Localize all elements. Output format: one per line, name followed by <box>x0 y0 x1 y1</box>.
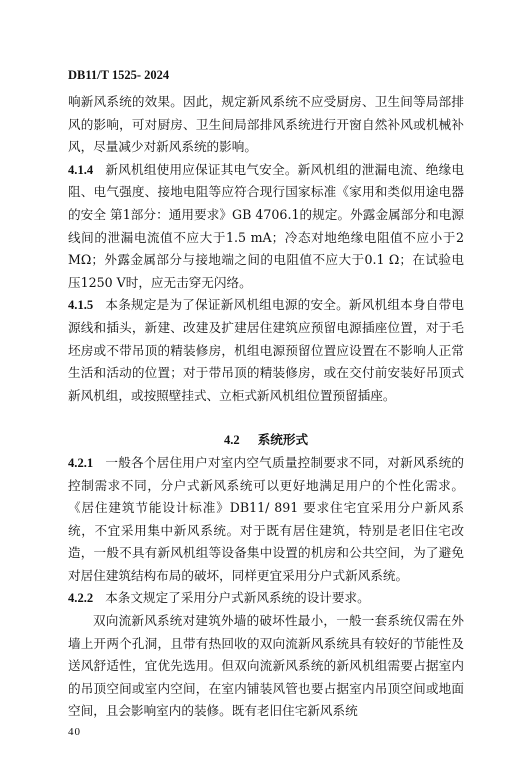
clause-4-1-5 <box>68 294 464 407</box>
clause-4-2-2 <box>68 587 464 610</box>
clause-number: 4.1.5 <box>68 298 94 313</box>
paragraph-bidirectional-flow: 双向流新风系统对建筑外墙的破坏性最小，一般一套系统仅需在外墙上开两个孔洞，且带有热回收的双向流新风系统具有较好的节能性及送风舒适性，宜优先选用。但双向流新风系统的新风机组需要占据室内的吊顶空间或室内空间，在室内铺装风管也要占据室内吊顶空间或地面空间，且会影响室内的装修。既有老旧住宅新风系统 <box>68 613 464 719</box>
paragraph-continuation: 响新风系统的效果。因此，规定新风系统不应受厨房、卫生间等局部排风的影响，可对厨房、卫生间局部排风系统进行开窗自然补风或机械补风，尽量减少对新风系统的影响。 <box>68 94 464 155</box>
clause-4-2-1 <box>68 452 464 588</box>
clause-number: 4.1.4 <box>68 162 94 177</box>
clause-4-1-4 <box>68 159 464 295</box>
clause-number: 4.2.2 <box>68 591 94 606</box>
document-body <box>68 91 464 723</box>
clause-number: 4.2.1 <box>68 455 94 470</box>
page-number: 40 <box>68 726 81 738</box>
section-title: 系统形式 <box>257 432 309 448</box>
section-heading <box>68 429 464 452</box>
clause-text: 一般各个居住用户对室内空气质量控制要求不同，对新风系统的控制需求不同，分户式新风系统可以更好地满足用户的个性化需求。《居住建筑节能设计标准》DB11/ 891 要求住宅宜采用分户新风系统，不宜采用集中新风系统。对于既有居住建筑，特别是老旧住宅改造，一般不具有新风机组等设备集中设置的机房和公共空间，为了避免对居住建筑结构布局的破坏，同样更宜采用分户式新风系统。 <box>68 454 464 583</box>
clause-text: 本条文规定了采用分户式新风系统的设计要求。 <box>105 590 370 606</box>
clause-text: 新风机组使用应保证其电气安全。新风机组的泄漏电流、绝缘电阻、电气强度、接地电阻等应符合现行国家标准《家用和类似用途电器的安全 第1部分：通用要求》GB 4706.1的规定。外露金属部分和电源线间的泄漏电流值不应大于1.5 mA；冷态对地绝缘电阻值不应小于2 MΩ；外露金属部分与接地端之间的电阻值不应大于0.1 Ω；在试验电压1250 V时，应无击穿无闪络。 <box>68 161 464 290</box>
section-number: 4.2 <box>223 433 240 448</box>
document-code-header: DB11/T 1525- 2024 <box>68 68 170 82</box>
clause-text: 本条规定是为了保证新风机组电源的安全。新风机组本身自带电源线和插头，新建、改建及扩建居住建筑应预留电源插座位置，对于毛坯房或不带吊顶的精装修房，机组电源预留位置应设置在不影响人正常生活和活动的位置；对于带吊顶的精装修房，或在交付前安装好吊顶式新风机组，或按照壁挂式、立柜式新风机组位置预留插座。 <box>68 297 464 403</box>
